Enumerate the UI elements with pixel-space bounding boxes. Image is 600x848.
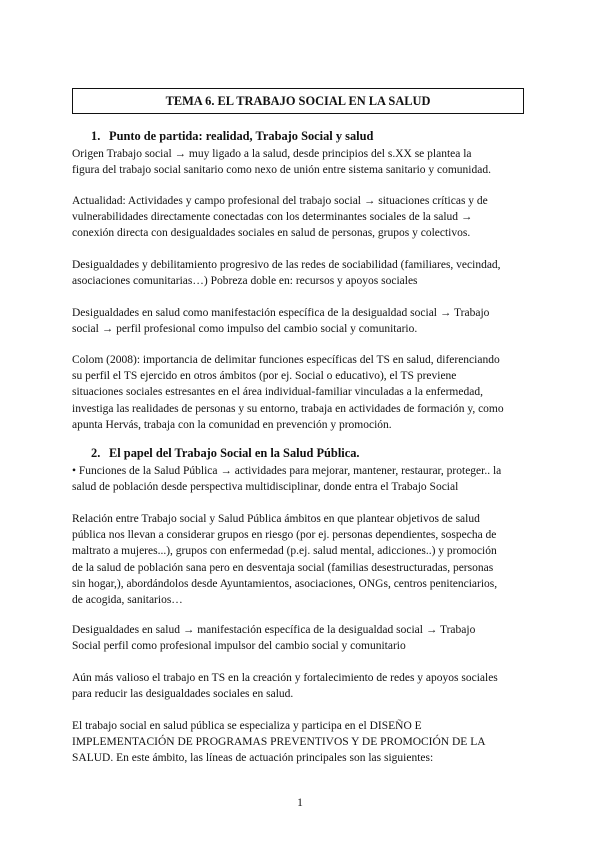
paragraph-line: Aún más valioso el trabajo en TS en la creación y fortalecimiento de redes y apoyos sociales — [72, 672, 498, 684]
paragraph-desigualdades-salud — [72, 305, 528, 337]
paragraph-line: sin hogar,), abordándolos desde Ayuntamientos, asociaciones, ONGs, centros penitenciarios, — [72, 577, 498, 590]
paragraph-line: apunta Hervás, trabaja con la comunidad en prevención y promoción. — [72, 418, 392, 431]
paragraph-relacion — [72, 511, 528, 608]
section-number: 2. — [91, 446, 101, 460]
paragraph-line: de acogida, sanitarios… — [72, 594, 183, 607]
paragraph-line: social → perfil profesional como impulso del cambio social y comunitario. — [72, 323, 418, 336]
paragraph-actualidad — [72, 193, 528, 242]
paragraph-origen — [72, 146, 528, 178]
paragraph-line: su perfil el TS ejercido en otros ámbitos (por ej. Social o educativo), el TS previene — [72, 370, 457, 383]
paragraph-line: de la salud de población sana pero en desventaja social (familias desestructuradas, personas — [72, 561, 494, 574]
paragraph-line: para reducir las desigualdades sociales en salud. — [72, 688, 294, 701]
paragraph-line: Desigualdades en salud como manifestación específica de la desigualdad social → Trabajo — [72, 307, 490, 319]
paragraph-line: Actualidad: Actividades y campo profesional del trabajo social → situaciones críticas y de — [72, 195, 488, 207]
paragraph-line: SALUD. En este ámbito, las líneas de actuación principales son las siguientes: — [72, 752, 434, 765]
paragraph-line: Colom (2008): importancia de delimitar funciones específicas del TS en salud, diferenciando — [72, 354, 500, 366]
paragraph-colom — [72, 352, 528, 433]
section-number: 1. — [91, 129, 101, 143]
paragraph-line: pública nos llevan a considerar grupos en riesgo (por ej. personas dependientes, sospecha de — [72, 529, 497, 542]
paragraph-line: vulnerabilidades directamente conectadas con los determinantes sociales de la salud → — [72, 211, 473, 224]
section-heading-2 — [91, 446, 360, 461]
paragraph-funciones-salud-publica — [72, 463, 528, 495]
paragraph-line: • Funciones de la Salud Pública → actividades para mejorar, mantener, restaurar, proteger.. la — [72, 465, 502, 477]
document-title-text: TEMA 6. EL TRABAJO SOCIAL EN LA SALUD — [165, 93, 431, 108]
paragraph-line: Desigualdades en salud → manifestación específica de la desigualdad social → Trabajo — [72, 624, 476, 636]
paragraph-desigualdades-redes — [72, 257, 528, 289]
paragraph-line: conexión directa con desigualdades sociales en salud de personas, grupos y colectivos. — [72, 227, 471, 240]
page-number: 1 — [297, 797, 303, 809]
document-title — [72, 88, 524, 114]
section-title: Punto de partida: realidad, Trabajo Social y salud — [109, 129, 374, 143]
paragraph-line: asociaciones comunitarias…) Pobreza doble en: recursos y apoyos sociales — [72, 275, 418, 288]
paragraph-line: maltrato a mujeres...), grupos con enfermedad (p.ej. salud mental, adicciones..) y promoción — [72, 545, 497, 558]
paragraph-line: figura del trabajo social sanitario como nexo de unión entre sistema sanitario y comunidad. — [72, 164, 491, 177]
paragraph-line: IMPLEMENTACIÓN DE PROGRAMAS PREVENTIVOS Y DE PROMOCIÓN DE LA — [72, 736, 486, 749]
paragraph-line: Social perfil como profesional impulsor del cambio social y comunitario — [72, 640, 406, 653]
section-title: El papel del Trabajo Social en la Salud Pública. — [109, 446, 360, 460]
paragraph-redes-apoyos — [72, 670, 528, 702]
paragraph-line: Origen Trabajo social → muy ligado a la salud, desde principios del s.XX se plantea la — [72, 148, 472, 160]
paragraph-line: situaciones sociales estresantes en el área individual-familiar vinculadas a la enfermedad, — [72, 386, 483, 399]
paragraph-manifestacion — [72, 622, 528, 654]
paragraph-line: Relación entre Trabajo social y Salud Pública ámbitos en que plantear objetivos de salud — [72, 513, 480, 525]
paragraph-line: El trabajo social en salud pública se especializa y participa en el DISEÑO E — [72, 720, 422, 732]
paragraph-line: investiga las realidades de personas y su entorno, trabaja en actividades de formación y, como — [72, 402, 504, 415]
paragraph-line: Desigualdades y debilitamiento progresivo de las redes de sociabilidad (familiares, vecindad, — [72, 259, 501, 271]
paragraph-line: salud de población desde perspectiva multidisciplinar, donde entra el Trabajo Social — [72, 481, 459, 494]
paragraph-programas — [72, 718, 528, 767]
section-heading-1 — [91, 129, 373, 144]
